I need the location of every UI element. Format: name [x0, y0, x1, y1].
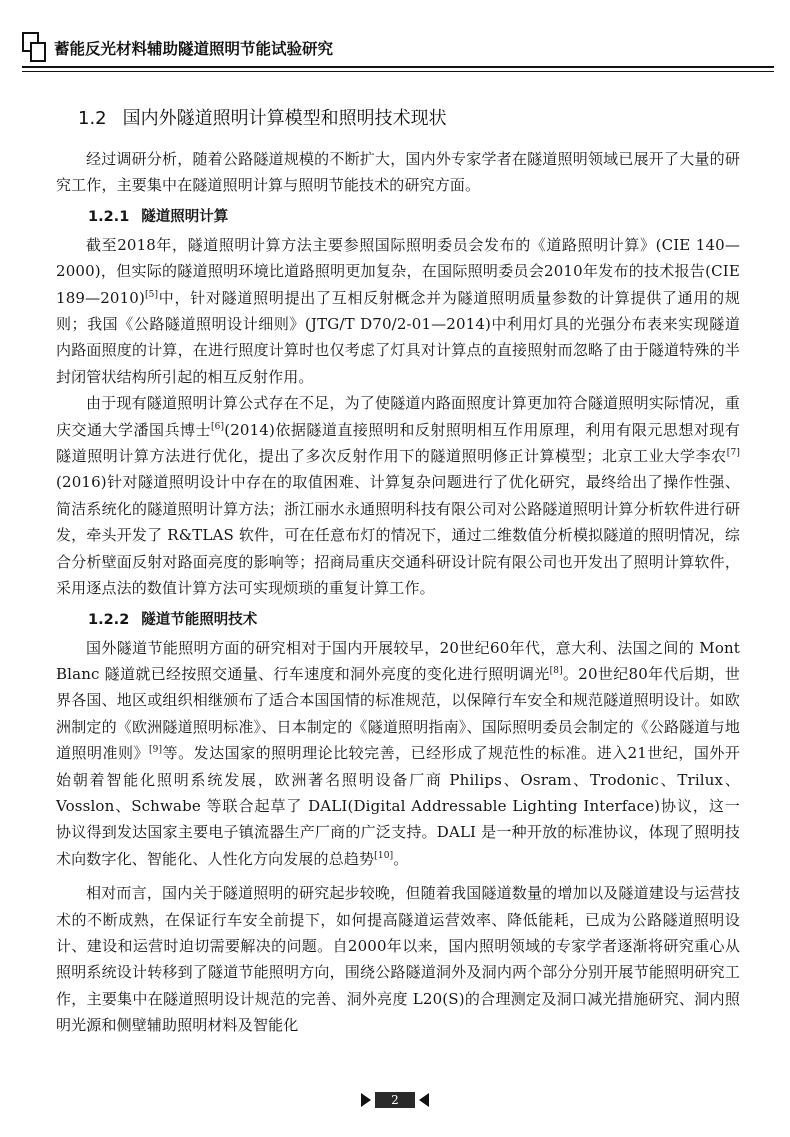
text-run: (2014)依据隧道直接照明和反射照明相互作用原理，利用有限元思想对现有隧道照明计算方法进行优化，提出了多次反射作用下的隧道照明修正计算模型；北京工业大学李农	[56, 420, 740, 466]
subsection-number: 1.2.1	[88, 208, 130, 225]
text-run: 中，针对隧道照明提出了互相反射概念并为隧道照明质量参数的计算提供了通用的规则；我国《公路隧道照明设计细则》(JTG/T D70/2-01—2014)中利用灯具的光强分布表来实现隧道内路面照度的计算，在进行照度计算时也仅考虑了灯具对计算点的直接照射而忽略了由于隧道特殊的半封闭管状结构所引起的相互反射作用。	[56, 288, 740, 386]
text-run: 由于现有隧道照明计算公式存在不足，为了使隧道内路面照度计算更加符合隧道照明实际情况，重庆交通大学潘国兵博士	[56, 394, 740, 439]
page-number-badge	[352, 1091, 438, 1109]
header-rule	[22, 66, 774, 72]
page-number: 2	[375, 1092, 415, 1108]
text-run: 。20世纪80年代后期，世界各国、地区或组织相继颁布了适合本国国情的标准规范，以保障行车安全和规范隧道照明设计。如欧洲制定的《欧洲隧道照明标准》、日本制定的《隧道照明指南》、国际照明委员会制定的《公路隧道与地道照明准则》	[56, 664, 740, 763]
paragraph	[56, 635, 740, 873]
subsection-number: 1.2.2	[88, 611, 130, 628]
paragraph: 相对而言，国内关于隧道照明的研究起步较晚，但随着我国隧道数量的增加以及隧道建设与运营技术的不断成熟，在保证行车安全前提下，如何提高隧道运营效率、降低能耗，已成为公路隧道照明设计、建设和运营时迫切需要解决的问题。自2000年以来，国内照明领域的专家学者逐渐将研究重心从照明系统设计转移到了隧道节能照明方向，围绕公路隧道洞外及洞内两个部分分别开展节能照明研究工作，主要集中在隧道照明设计规范的完善、洞外亮度 L20(S)的合理测定及洞口减光措施研究、洞内照明光源和侧壁辅助照明材料及智能化	[56, 884, 740, 1035]
subsection-heading-1	[88, 205, 740, 229]
citation: [6]	[211, 421, 225, 432]
text-run: (2016)针对隧道照明设计中存在的取值困难、计算复杂问题进行了优化研究，最终给出了操作性强、简洁系统化的隧道照明计算方法；浙江丽水永通照明科技有限公司对公路隧道照明计算分析软件进行研发，牵头开发了 R&TLAS 软件，可在任意布灯的情况下，通过二维数值分析模拟隧道的照明情况，综合分析壁面反射对路面亮度的影响等；招商局重庆交通科研设计院有限公司也开发出了照明计算软件，采用逐点法的数值计算方法可实现烦琐的重复计算工作。	[56, 473, 740, 598]
running-header	[22, 24, 774, 64]
section-number: 1.2	[78, 108, 107, 129]
section-title: 国内外隧道照明计算模型和照明技术现状	[122, 108, 447, 129]
citation: [9]	[149, 745, 163, 756]
page-footer	[0, 1088, 790, 1114]
citation: [5]	[145, 289, 159, 300]
paragraph	[56, 390, 740, 601]
subsection-title: 隧道节能照明技术	[141, 611, 258, 628]
text-run: 国外隧道节能照明方面的研究相对于国内开展较早，20世纪60年代，意大利、法国之间的 Mont Blanc 隧道就已经按照交通量、行车速度和洞外亮度的变化进行照明调光	[56, 638, 740, 683]
text-run: 等。发达国家的照明理论比较完善，已经形成了规范性的标准。进入21世纪，国外开始朝着智能化照明系统发展，欧洲著名照明设备厂商 Philips、Osram、Trodonic、Trilux、Vosslon、Schwabe 等联合起草了 DALI(Digital Addressable Lighting Interface)协议，这一协议得到发达国家主要电子镇流器生产厂商的广泛支持。DALI 是一种开放的标准协议，体现了照明技术向数字化、智能化、人性化方向发展的总趋势	[56, 744, 740, 868]
paragraph	[56, 232, 740, 390]
citation: [8]	[549, 665, 563, 676]
text-run: 。	[393, 849, 409, 868]
citation: [7]	[726, 448, 740, 459]
subsection-heading-2	[88, 608, 740, 632]
triangle-right-icon	[361, 1093, 371, 1107]
page-body	[56, 104, 740, 1039]
text-run: 截至2018年，隧道照明计算方法主要参照国际照明委员会发布的《道路照明计算》(CIE 140—2000)，但实际的隧道照明环境比道路照明更加复杂，在国际照明委员会2010年发布的技术报告(CIE 189—2010)	[56, 235, 740, 307]
triangle-left-icon	[419, 1093, 429, 1107]
section-intro-paragraph: 经过调研分析，随着公路隧道规模的不断扩大，国内外专家学者在隧道照明领域已展开了大量的研究工作，主要集中在隧道照明计算与照明节能技术的研究方面。	[56, 150, 740, 195]
subsection-title: 隧道照明计算	[141, 208, 229, 225]
book-title: 蓄能反光材料辅助隧道照明节能试验研究	[54, 40, 334, 58]
book-logo-icon	[22, 32, 44, 60]
section-heading	[78, 104, 740, 130]
citation: [10]	[374, 850, 394, 861]
